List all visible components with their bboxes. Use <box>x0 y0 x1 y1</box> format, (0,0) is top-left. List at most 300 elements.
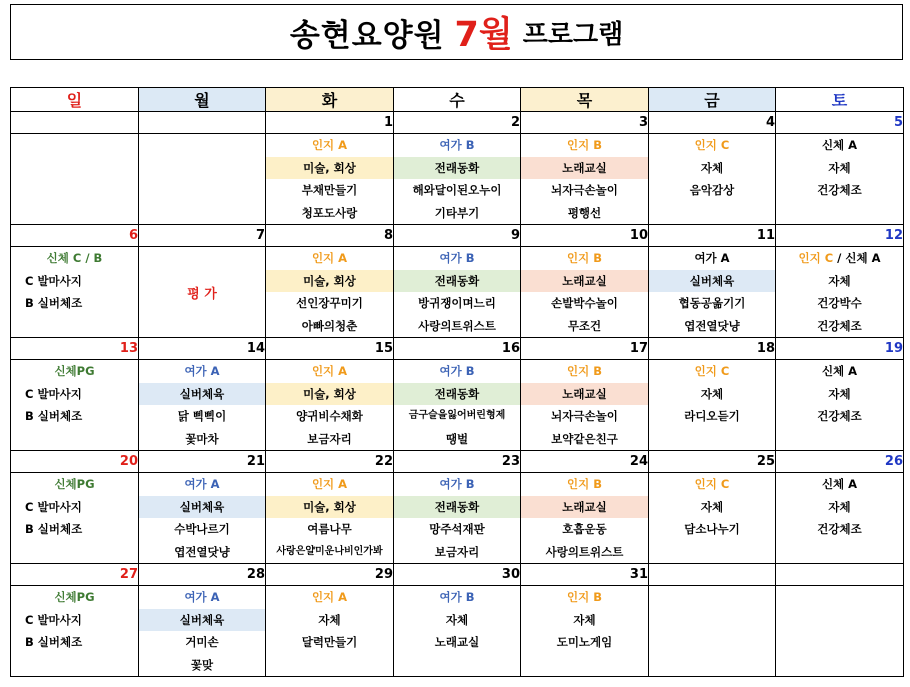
date-number: 10 <box>521 225 649 247</box>
program-text: 실버체육 <box>179 612 225 627</box>
program-text: 사랑의트위스트 <box>418 318 496 333</box>
program-text: 인지 B <box>567 364 602 378</box>
date-row <box>11 564 904 586</box>
program-text: 미술, 회상 <box>303 273 356 288</box>
program-group <box>521 360 648 383</box>
program-item <box>11 270 138 293</box>
program-group <box>266 134 393 157</box>
date-number: 30 <box>394 564 521 586</box>
program-text: B 실버체조 <box>25 522 83 536</box>
program-text: 금구슬을잃어버린형제 <box>408 410 506 421</box>
program-item <box>266 428 393 451</box>
program-item <box>11 518 138 541</box>
program-text: 건강체조 <box>817 183 862 197</box>
program-text: 방귀쟁이며느리 <box>418 296 496 310</box>
program-text: 신체PG <box>54 477 95 491</box>
program-cell <box>649 586 776 677</box>
program-text: 손발박수놀이 <box>551 296 618 310</box>
program-item <box>521 405 648 428</box>
title-program: 프로그램 <box>522 19 624 50</box>
date-number: 29 <box>266 564 394 586</box>
program-text: 자체 <box>700 160 724 175</box>
program-cell <box>776 473 904 564</box>
program-text: 기타부기 <box>434 205 480 220</box>
program-text: 건강박수 <box>817 296 862 310</box>
title-name: 송현요양원 <box>289 17 445 54</box>
program-text: 노래교실 <box>562 160 607 175</box>
program-item <box>266 609 393 632</box>
program-item <box>776 383 903 406</box>
program-text: 아빠의청춘 <box>301 318 358 333</box>
program-text: 닭 삑삑이 <box>177 409 227 423</box>
program-item <box>139 541 265 564</box>
program-item <box>394 179 520 202</box>
program-text: 실버체육 <box>179 386 225 401</box>
program-text: 건강체조 <box>817 409 862 423</box>
program-text: 엽전열닷냥 <box>684 318 740 333</box>
program-text: 인지 C <box>694 477 730 491</box>
program-text: 여가 B <box>439 590 475 604</box>
program-cell <box>394 247 521 338</box>
program-item <box>649 292 775 315</box>
program-item <box>776 315 903 338</box>
program-text: 신체 A <box>821 138 858 152</box>
program-cell <box>139 586 266 677</box>
program-item <box>521 157 648 180</box>
program-cell <box>649 134 776 225</box>
program-text: 땡벌 <box>445 431 469 446</box>
program-item <box>776 496 903 519</box>
program-item <box>394 518 520 541</box>
program-calendar <box>10 87 904 677</box>
program-item <box>394 631 520 654</box>
program-item <box>139 383 265 406</box>
program-item <box>776 157 903 180</box>
program-cell <box>776 134 904 225</box>
program-text: B 실버체조 <box>25 409 83 423</box>
program-text: 달력만들기 <box>301 635 358 649</box>
program-item <box>521 541 648 564</box>
program-cell <box>776 586 904 677</box>
program-text: 여가 A <box>184 590 220 604</box>
date-number <box>11 112 139 134</box>
program-item <box>776 292 903 315</box>
program-item <box>776 270 903 293</box>
program-group <box>521 586 648 609</box>
program-text: 인지 C <box>694 138 730 152</box>
program-text: 자체 <box>828 499 851 514</box>
date-number: 13 <box>11 338 139 360</box>
program-cell <box>649 360 776 451</box>
program-group <box>394 134 520 157</box>
program-cell <box>139 134 266 225</box>
program-text: 여가 A <box>694 251 730 265</box>
program-group <box>266 360 393 383</box>
program-text: 노래교실 <box>562 386 607 401</box>
weekday-header: 수 <box>394 88 521 112</box>
weekday-header: 화 <box>266 88 394 112</box>
program-text: 미술, 회상 <box>303 160 356 175</box>
program-item <box>521 202 648 225</box>
program-item <box>266 541 393 564</box>
program-cell <box>776 360 904 451</box>
program-group <box>521 247 648 270</box>
program-text: 노래교실 <box>434 635 480 649</box>
program-group <box>266 586 393 609</box>
program-item <box>394 292 520 315</box>
program-group <box>11 247 138 270</box>
program-cell <box>266 134 394 225</box>
program-item <box>139 405 265 428</box>
program-cell <box>266 360 394 451</box>
program-text: 인지 A <box>311 590 348 604</box>
program-item <box>266 518 393 541</box>
program-text: 인지 B <box>567 138 602 152</box>
date-number: 22 <box>266 451 394 473</box>
program-text: 청포도사랑 <box>301 205 358 220</box>
title-month: 7월 <box>454 15 513 55</box>
program-text: 인지 B <box>567 477 602 491</box>
program-text: 담소나누기 <box>684 522 740 536</box>
program-item <box>394 202 520 225</box>
date-number: 31 <box>521 564 649 586</box>
program-item <box>649 496 775 519</box>
program-item <box>266 631 393 654</box>
program-item <box>521 496 648 519</box>
program-group <box>11 473 138 496</box>
program-text: 미술, 회상 <box>303 499 356 514</box>
date-number: 24 <box>521 451 649 473</box>
program-text: 신체PG <box>54 364 95 378</box>
program-text: 뇌자극손놀이 <box>551 183 618 197</box>
program-cell <box>11 586 139 677</box>
program-item <box>649 315 775 338</box>
program-group <box>394 360 520 383</box>
date-number: 16 <box>394 338 521 360</box>
date-number <box>649 564 776 586</box>
program-text: 선인장꾸미기 <box>296 296 363 310</box>
program-text: 부채만들기 <box>301 183 358 197</box>
program-cell <box>521 473 649 564</box>
date-number: 28 <box>139 564 266 586</box>
program-group <box>139 360 265 383</box>
program-item <box>266 292 393 315</box>
program-text: B 실버체조 <box>25 635 83 649</box>
date-number: 8 <box>266 225 394 247</box>
program-row <box>11 360 904 451</box>
weekday-header: 금 <box>649 88 776 112</box>
program-text: 거미손 <box>185 635 219 649</box>
program-text: 인지 B <box>567 251 602 265</box>
date-row <box>11 338 904 360</box>
program-item <box>394 405 520 428</box>
program-item <box>394 541 520 564</box>
program-text: 보금자리 <box>307 431 352 446</box>
program-text: 미술, 회상 <box>303 386 356 401</box>
program-item <box>521 383 648 406</box>
program-cell <box>11 134 139 225</box>
program-text: 여름나무 <box>307 522 352 536</box>
program-cell <box>139 247 266 338</box>
date-number: 9 <box>394 225 521 247</box>
program-item <box>649 518 775 541</box>
program-text: 자체 <box>445 612 469 627</box>
program-item <box>266 315 393 338</box>
date-number <box>776 564 904 586</box>
program-cell <box>521 360 649 451</box>
date-number: 5 <box>776 112 904 134</box>
program-cell <box>11 473 139 564</box>
program-item <box>11 383 138 406</box>
program-item <box>649 405 775 428</box>
date-row <box>11 225 904 247</box>
program-text: 신체 A <box>821 364 858 378</box>
program-item <box>521 609 648 632</box>
program-text: 도미노게임 <box>556 635 613 649</box>
date-number: 19 <box>776 338 904 360</box>
program-item <box>139 654 265 677</box>
date-number: 27 <box>11 564 139 586</box>
program-cell <box>521 247 649 338</box>
program-text: 여가 A <box>184 364 220 378</box>
program-text: 호흡운동 <box>562 522 607 536</box>
program-text: 평행선 <box>567 205 602 220</box>
program-group <box>266 247 393 270</box>
program-cell <box>266 586 394 677</box>
program-item <box>649 157 775 180</box>
program-item <box>521 315 648 338</box>
program-text: 자체 <box>828 273 851 288</box>
date-number: 15 <box>266 338 394 360</box>
program-group <box>521 134 648 157</box>
program-text: 인지 A <box>311 477 348 491</box>
program-item <box>394 157 520 180</box>
date-number: 3 <box>521 112 649 134</box>
date-number: 18 <box>649 338 776 360</box>
program-group <box>649 134 775 157</box>
program-group <box>266 473 393 496</box>
date-number: 23 <box>394 451 521 473</box>
program-text: 건강체조 <box>817 318 862 333</box>
program-text: 여가 A <box>184 477 220 491</box>
program-row <box>11 473 904 564</box>
program-item <box>394 315 520 338</box>
program-text: 자체 <box>828 386 851 401</box>
program-text: 전래동화 <box>434 499 480 514</box>
weekday-header: 월 <box>139 88 266 112</box>
program-cell <box>394 586 521 677</box>
program-cell <box>521 586 649 677</box>
date-number: 12 <box>776 225 904 247</box>
program-cell <box>649 247 776 338</box>
program-cell <box>266 473 394 564</box>
weekday-header: 목 <box>521 88 649 112</box>
program-group <box>11 586 138 609</box>
program-group <box>649 247 775 270</box>
program-item <box>11 405 138 428</box>
date-number: 11 <box>649 225 776 247</box>
title-banner <box>10 4 903 60</box>
program-group <box>394 247 520 270</box>
program-row <box>11 247 904 338</box>
program-cell <box>649 473 776 564</box>
program-text: C 발마사지 <box>25 386 82 401</box>
program-cell <box>11 360 139 451</box>
program-cell <box>394 360 521 451</box>
program-text: 수박나르기 <box>174 522 230 536</box>
program-group <box>776 473 903 496</box>
evaluation-label: 평 가 <box>187 286 217 302</box>
program-item <box>139 496 265 519</box>
program-text: 꽃맞 <box>190 657 214 672</box>
program-item <box>266 179 393 202</box>
program-text: C 발마사지 <box>25 612 82 627</box>
weekday-header: 일 <box>11 88 139 112</box>
program-item <box>521 518 648 541</box>
program-cell <box>394 473 521 564</box>
program-cell <box>394 134 521 225</box>
program-text: 전래동화 <box>434 386 480 401</box>
date-number: 6 <box>11 225 139 247</box>
date-number: 7 <box>139 225 266 247</box>
program-item <box>776 518 903 541</box>
program-text: 보금자리 <box>434 544 480 559</box>
program-text: 사랑의트위스트 <box>545 544 624 559</box>
program-text: C 발마사지 <box>25 273 82 288</box>
program-group <box>394 586 520 609</box>
date-number: 2 <box>394 112 521 134</box>
program-text: 자체 <box>700 499 724 514</box>
date-row <box>11 451 904 473</box>
program-text: 음악감상 <box>689 183 735 197</box>
program-item <box>11 292 138 315</box>
program-text: 자체 <box>573 612 596 627</box>
program-cell <box>776 247 904 338</box>
program-text: 여가 B <box>439 251 475 265</box>
program-text: 자체 <box>828 160 851 175</box>
program-item <box>521 270 648 293</box>
date-number: 14 <box>139 338 266 360</box>
program-text: 망주석재판 <box>429 522 485 536</box>
program-text: C 발마사지 <box>25 499 82 514</box>
program-text: 여가 B <box>439 364 475 378</box>
program-text: 자체 <box>700 386 724 401</box>
program-text: 엽전열닷냥 <box>174 544 230 559</box>
weekday-header: 토 <box>776 88 904 112</box>
program-item <box>521 631 648 654</box>
program-text: 전래동화 <box>434 160 480 175</box>
program-group <box>11 360 138 383</box>
date-number: 26 <box>776 451 904 473</box>
date-number: 1 <box>266 112 394 134</box>
program-group <box>649 360 775 383</box>
program-item <box>139 518 265 541</box>
date-number: 25 <box>649 451 776 473</box>
program-cell <box>266 247 394 338</box>
program-item <box>394 383 520 406</box>
program-item <box>266 405 393 428</box>
date-number: 4 <box>649 112 776 134</box>
program-item <box>521 292 648 315</box>
program-text: 양귀비수채화 <box>296 409 363 423</box>
program-item <box>649 270 775 293</box>
program-group <box>139 473 265 496</box>
date-row <box>11 112 904 134</box>
program-text: 실버체육 <box>179 499 225 514</box>
program-item <box>649 383 775 406</box>
program-item <box>394 609 520 632</box>
program-group <box>776 360 903 383</box>
program-text: 뇌자극손놀이 <box>551 409 618 423</box>
program-text: 인지 A <box>311 138 348 152</box>
program-text: 자체 <box>318 612 341 627</box>
program-item <box>266 383 393 406</box>
program-item <box>11 496 138 519</box>
program-text: 라디오듣기 <box>684 409 740 423</box>
program-group <box>776 247 903 270</box>
program-text: 신체 A <box>821 477 858 491</box>
program-text: 협동공옮기기 <box>678 296 746 310</box>
program-text: 여가 B <box>439 477 475 491</box>
program-text: 무조건 <box>567 318 602 333</box>
program-cell <box>521 134 649 225</box>
program-cell <box>139 473 266 564</box>
program-text: 신체PG <box>54 590 95 604</box>
program-item <box>266 157 393 180</box>
program-item <box>11 609 138 632</box>
program-item <box>139 631 265 654</box>
program-text: 인지 C <box>798 251 834 265</box>
program-text: 인지 C <box>694 364 730 378</box>
program-cell <box>139 360 266 451</box>
weekday-header-row <box>11 88 904 112</box>
program-item <box>266 496 393 519</box>
program-text: 보약같은친구 <box>551 431 618 446</box>
program-item <box>394 428 520 451</box>
program-item <box>266 270 393 293</box>
program-text: 해와달이된오누이 <box>412 183 502 197</box>
program-group <box>521 473 648 496</box>
program-text: 사랑은얄미운나비인가봐 <box>276 545 383 557</box>
program-item <box>11 631 138 654</box>
program-group <box>649 473 775 496</box>
program-group <box>139 586 265 609</box>
program-item <box>139 428 265 451</box>
program-text: 실버체육 <box>689 273 735 288</box>
program-text: 노래교실 <box>562 273 607 288</box>
date-number: 21 <box>139 451 266 473</box>
program-group <box>394 473 520 496</box>
date-number: 20 <box>11 451 139 473</box>
program-text-extra: / 신체 A <box>833 251 881 265</box>
program-text: 전래동화 <box>434 273 480 288</box>
program-item <box>266 202 393 225</box>
program-item <box>649 179 775 202</box>
program-text: 건강체조 <box>817 522 862 536</box>
program-text: 여가 B <box>439 138 475 152</box>
program-text: 꽃마차 <box>185 431 219 446</box>
date-number <box>139 112 266 134</box>
program-text: 인지 A <box>311 251 348 265</box>
program-group <box>776 134 903 157</box>
program-row <box>11 586 904 677</box>
program-text: B 실버체조 <box>25 296 83 310</box>
program-cell <box>11 247 139 338</box>
program-item <box>394 496 520 519</box>
program-item <box>776 179 903 202</box>
program-item <box>776 405 903 428</box>
program-text: 인지 B <box>567 590 602 604</box>
